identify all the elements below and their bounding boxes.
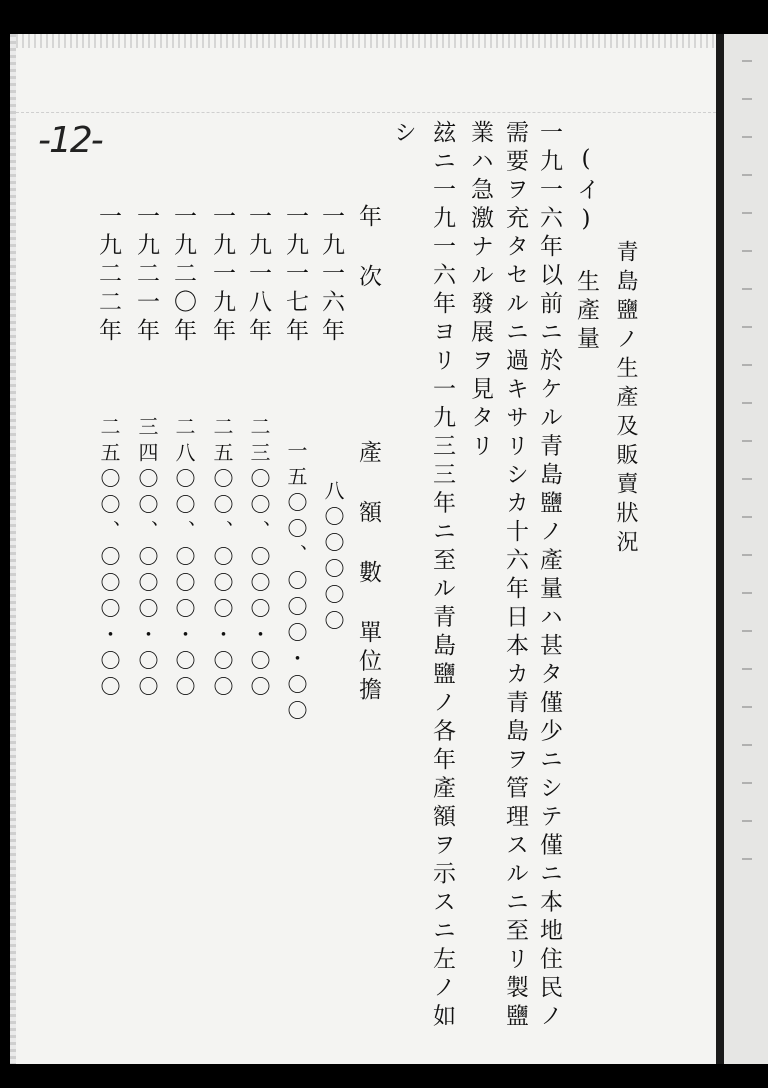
table-row-amount: 八〇〇〇〇〇 [321, 480, 345, 636]
paragraph-line: 需要ヲ充タセルニ過キサリシカ十六年日本カ青島ヲ管理スルニ至リ製鹽 [502, 120, 528, 1032]
table-row-year: 一九一九年 [209, 204, 235, 347]
paragraph-line: 業ハ急激ナル發展ヲ見タリ [467, 120, 493, 462]
table-header-amount: 產 額 數 單位擔 [355, 440, 381, 706]
scan-noise-strip [16, 34, 716, 48]
table-row-amount: 二五〇〇、〇〇〇・〇〇 [97, 416, 121, 702]
table-row-amount: 二八〇〇、〇〇〇・〇〇 [172, 416, 196, 702]
page-stack-edge [10, 34, 16, 1064]
table-row-year: 一九一七年 [282, 204, 308, 347]
table-row-year: 一九二〇年 [170, 204, 196, 347]
paragraph-line: 玆ニ一九一六年ヨリ一九三三年ニ至ル青島鹽ノ各年產額ヲ示スニ左ノ如 [429, 120, 455, 1032]
page-number: -12- [38, 120, 102, 161]
table-row-amount: 三四〇〇、〇〇〇・〇〇 [135, 416, 159, 702]
table-row-year: 一九一八年 [245, 204, 271, 347]
table-row-amount: 二五〇〇、〇〇〇・〇〇 [210, 416, 234, 702]
document-title: 青島鹽ノ生產及販賣狀況 [613, 240, 638, 559]
scan-fold-line [16, 112, 716, 113]
paragraph-line: シ [390, 120, 416, 149]
adjacent-page-marks [742, 60, 752, 880]
table-row-amount: 一五〇〇、〇〇〇・〇〇 [284, 440, 308, 726]
table-row-amount: 二三〇〇、〇〇〇・〇〇 [247, 416, 271, 702]
table-row-year: 一九一六年 [318, 204, 344, 347]
paragraph-line: 一九一六年以前ニ於ケル青島鹽ノ產量ハ甚タ僅少ニシテ僅ニ本地住民ノ [536, 120, 562, 1032]
table-row-year: 一九二二年 [95, 204, 121, 347]
section-heading: (イ) 生產量 [573, 146, 599, 355]
binding-gutter [716, 34, 724, 1064]
table-header-year: 年 次 [355, 204, 381, 293]
table-row-year: 一九二一年 [133, 204, 159, 347]
